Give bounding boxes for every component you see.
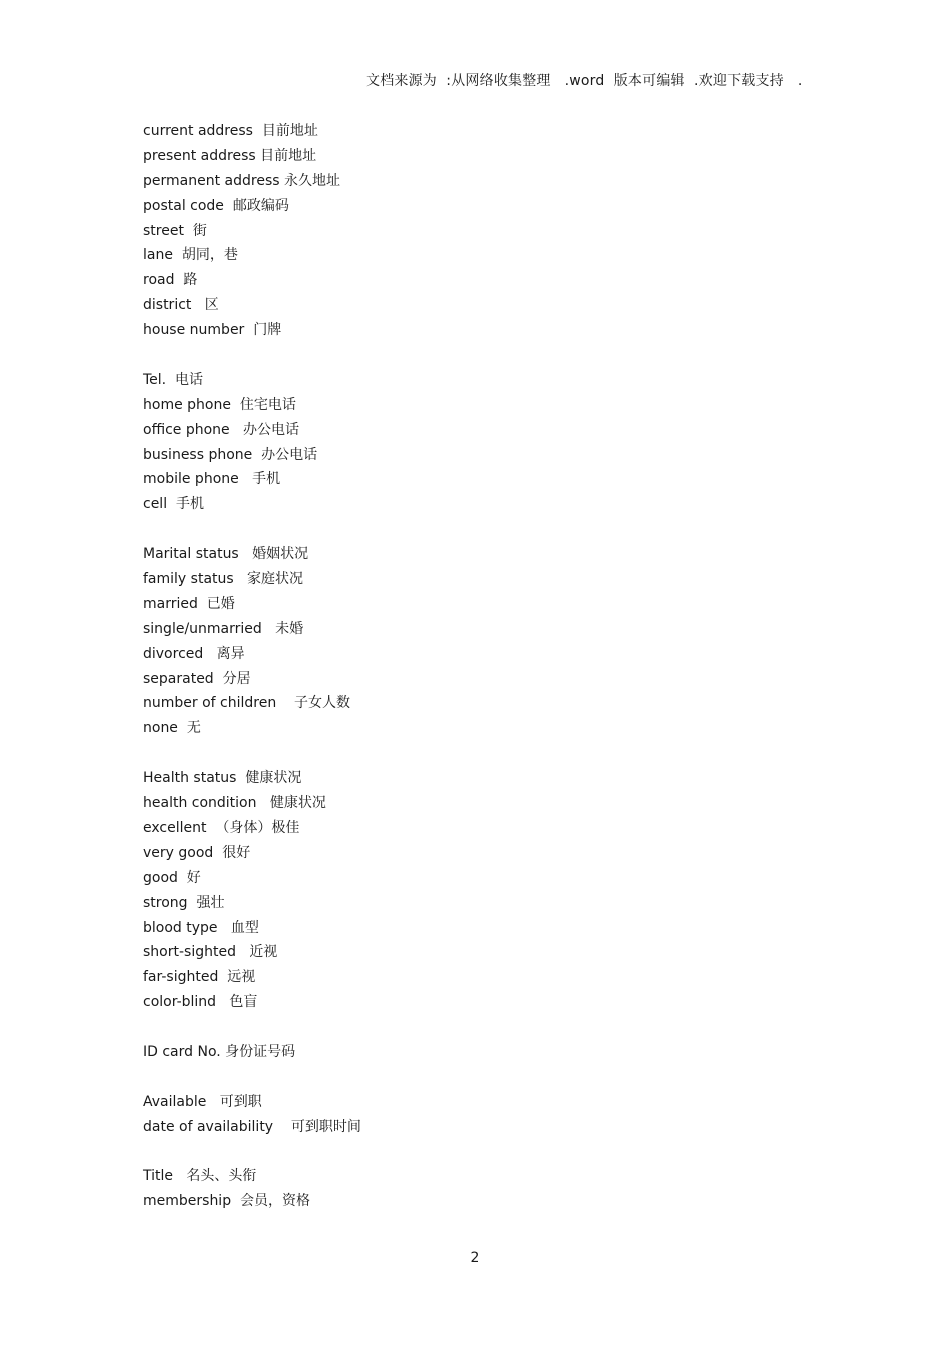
vocab-entry: date of availability 可到职时间 bbox=[143, 1118, 361, 1135]
vocab-entry: number of children 子女人数 bbox=[143, 695, 351, 712]
vocab-entry: family status 家庭状况 bbox=[143, 571, 304, 588]
vocab-entry: permanent address 永久地址 bbox=[143, 172, 340, 189]
health-status-group bbox=[143, 766, 361, 1015]
vocab-entry: lane 胡同，巷 bbox=[143, 247, 238, 264]
availability-group bbox=[143, 1090, 361, 1140]
vocab-entry: married 已婚 bbox=[143, 595, 235, 612]
document-source-header: 文档来源为 :从网络收集整理 .word 版本可编辑 .欢迎下载支持 . bbox=[366, 73, 803, 89]
vocab-entry: health condition 健康状况 bbox=[143, 795, 326, 812]
vocab-entry: far-sighted 远视 bbox=[143, 969, 256, 986]
vocab-entry: postal code 邮政编码 bbox=[143, 197, 289, 214]
vocab-entry: home phone 住宅电话 bbox=[143, 396, 296, 413]
vocab-entry: Title 名头、头衔 bbox=[143, 1168, 257, 1185]
vocab-entry: Marital status 婚姻状况 bbox=[143, 546, 309, 563]
vocab-entry: good 好 bbox=[143, 869, 201, 886]
vocab-entry: street 街 bbox=[143, 222, 207, 239]
vocab-entry: business phone 办公电话 bbox=[143, 446, 318, 463]
vocab-entry: separated 分居 bbox=[143, 670, 251, 687]
vocab-entry: house number 门牌 bbox=[143, 322, 282, 339]
marital-status-group bbox=[143, 542, 361, 741]
address-group bbox=[143, 119, 361, 343]
vocab-entry: current address 目前地址 bbox=[143, 123, 318, 139]
vocab-entry: excellent （身体）极佳 bbox=[143, 819, 300, 836]
vocab-entry: district 区 bbox=[143, 297, 219, 314]
vocab-entry: single/unmarried 未婚 bbox=[143, 620, 304, 637]
vocab-entry: divorced 离异 bbox=[143, 645, 245, 662]
vocab-entry: ID card No. 身份证号码 bbox=[143, 1043, 296, 1060]
vocab-entry: Health status 健康状况 bbox=[143, 770, 302, 787]
vocab-entry: office phone 办公电话 bbox=[143, 421, 300, 438]
vocab-entry: mobile phone 手机 bbox=[143, 471, 281, 488]
page-number: 2 bbox=[470, 1250, 480, 1266]
vocab-entry: blood type 血型 bbox=[143, 919, 259, 936]
vocab-entry: color-blind 色盲 bbox=[143, 994, 258, 1011]
vocab-entry: very good 很好 bbox=[143, 844, 251, 861]
vocabulary-list bbox=[143, 119, 361, 1239]
vocab-entry: present address 目前地址 bbox=[143, 147, 317, 164]
vocab-entry: none 无 bbox=[143, 720, 201, 737]
vocab-entry: short-sighted 近视 bbox=[143, 944, 278, 961]
phone-group bbox=[143, 368, 361, 517]
title-group bbox=[143, 1164, 361, 1214]
vocab-entry: road 路 bbox=[143, 272, 198, 289]
vocab-entry: Available 可到职 bbox=[143, 1093, 262, 1110]
vocab-entry: cell 手机 bbox=[143, 496, 204, 513]
vocab-entry: Tel. 电话 bbox=[143, 371, 204, 388]
vocab-entry: membership 会员，资格 bbox=[143, 1193, 310, 1210]
vocab-entry: strong 强壮 bbox=[143, 894, 225, 911]
id-card-group bbox=[143, 1040, 361, 1065]
